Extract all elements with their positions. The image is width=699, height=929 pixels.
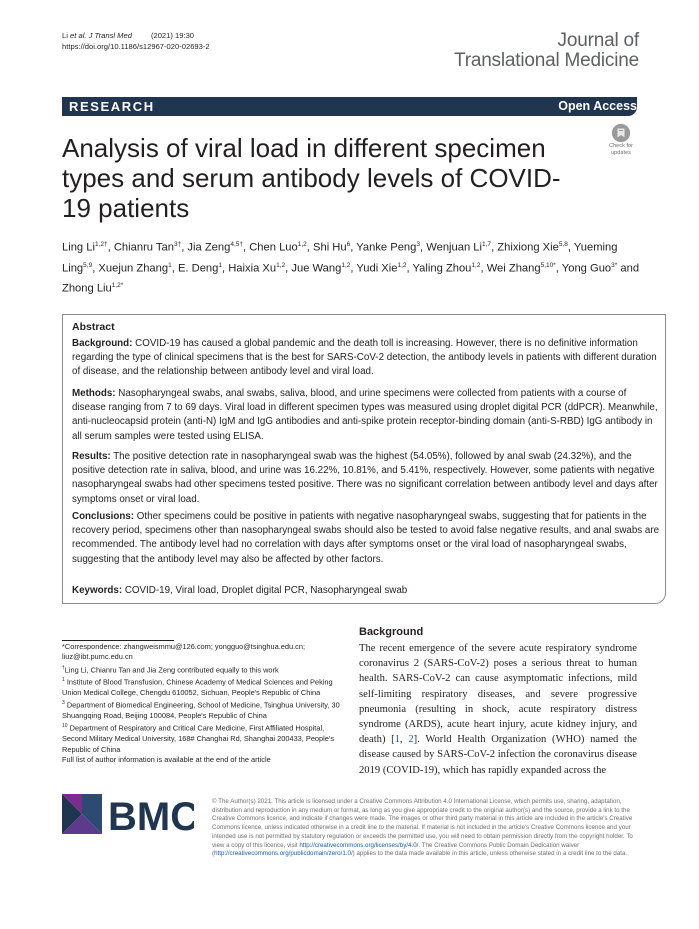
abstract-keywords-label: Keywords: — [72, 585, 123, 596]
author-name: E. Deng — [177, 262, 219, 275]
author-affiliation-sup: 5,9 — [83, 261, 93, 269]
doi-link[interactable]: https://doi.org/10.1186/s12967-020-02693-2 — [62, 42, 210, 51]
abstract-background-text: COVID-19 has caused a global pandemic and the death toll is increasing. However, there is no definitive information regarding the type of clinical specimens that is the best for SARS-CoV-2 detection, the antibody levels in patients with different duration of disease, and the relationship between antibody level and viral load. — [72, 338, 657, 378]
equal-contribution-note: †Ling Li, Chianru Tan and Jia Zeng contributed equally to this work — [62, 664, 279, 675]
author-affiliation-sup: 1,2 — [297, 241, 307, 248]
author-name: Haixia Xu — [228, 262, 277, 275]
journal-name-line2: Translational Medicine — [454, 50, 639, 71]
background-heading: Background — [359, 626, 424, 638]
author-name: Xuejun Zhang — [98, 262, 169, 275]
abstract-background — [72, 337, 662, 380]
check-for-updates-line2: updates — [611, 149, 631, 156]
author-name: Zhong Liu — [62, 283, 112, 296]
bookmark-icon — [612, 124, 630, 142]
abstract-results-text: The positive detection rate in nasopharyngeal swab was the highest (54.05%), followed by anal swab (24.32%), and the positive detection rate in saliva, blood, and urine was 16.22%, 10.81%, and 5.41%, respectively. However, some patients with negative nasopharyngeal swabs had other specimens tested positive. There was no significant correlation between antibody level and days after symptoms onset or viral load. — [72, 451, 658, 505]
correspondence-note: *Correspondence: zhangweismmu@126.com; yongguo@tsinghua.edu.cn; liuz@ibt.pumc.edu.cn — [62, 642, 306, 662]
author-name: Ling Li — [62, 241, 95, 254]
footnote-divider — [62, 640, 174, 641]
author-list: Ling $Li^{1,2\dagger}$, Chianru Tan$^{3\dagger}$, Jia Zeng$^{4,5\dagger}$, Chen Luo$^{1,2}$, Shi Hu$^6$, Yanke Peng$^3$, Wenjuan Li$^{1,7}$, Zhixiong Xie$^{5,8}$, Yueming Ling$^{5,9}$, Xuejun Zhang$^1$, E. Deng$^1$, Haixia Xu$^{1,2}$, Jue Wang$^{1,2}$, Yudi Xie$^{1,2}$, Yaling Zhou$^{1,2}$, Wei Zhang$^{5,10*}$, Yong Guo$^{3*}$ and Zhong Liu$^{1,2*}$ — [62, 241, 640, 296]
author-affiliation-sup: 1 — [218, 261, 222, 269]
author-name: Yaling Zhou — [412, 262, 472, 275]
author-name: Shi Hu — [313, 241, 347, 254]
author-affiliation-sup: 3† — [173, 241, 182, 248]
author-name: Chen Luo — [249, 241, 298, 254]
journal-name — [454, 31, 639, 71]
background-paragraph: The recent emergence of the severe acute respiratory syndrome coronavirus 2 (SARS-CoV-2) poses a serious threat to human health. SARS-CoV-2 can cause asymptomatic infections, mild self-limiting respiratory diseases, and severe progressive pneumonia (resulting in shock, acute respiratory distress syndrome (ARDS), acute heart injury, acute kidney injury, and death) [1, 2]. World Health Organization (WHO) named the disease caused by SARS-CoV-2 infection the coronavirus disease 2019 (COVID-19), which has rapidly expanded across the — [359, 643, 637, 776]
author-name: Yueming Ling — [62, 241, 618, 275]
abstract-background-label: Background: — [72, 338, 133, 349]
bmc-logo-text: BMC — [108, 795, 194, 836]
citation-journal: et al. J Transl Med — [70, 31, 132, 40]
abstract-methods — [72, 387, 662, 444]
license-link[interactable]: http://creativecommons.org/licenses/by/4.0/ — [299, 841, 419, 849]
author-affiliation-sup: 1,2 — [276, 261, 286, 269]
check-for-updates-label[interactable] — [600, 143, 642, 156]
author-affiliation-sup: 1,2† — [94, 241, 108, 248]
abstract-methods-label: Methods: — [72, 388, 116, 399]
check-for-updates-icon[interactable] — [612, 124, 630, 142]
author-affiliation-sup: 3 — [416, 241, 421, 248]
citation-year: (2021) 19:30 — [150, 31, 195, 40]
section-type-label: RESEARCH — [69, 99, 155, 114]
author-affiliation-sup: 1,2* — [111, 282, 124, 290]
author-affiliation-sup: 5,10* — [540, 261, 556, 269]
article-title: Analysis of viral load in different specimen types and serum antibody levels of COVID-19 patients — [62, 133, 561, 223]
author-affiliation-sup: 5,8 — [558, 241, 568, 248]
author-affiliation-sup: 1,2 — [341, 261, 351, 269]
affiliation-1: $^1$ Institute of Blood Transfusion, Chinese Academy of Medical Sciences and Peking Union Medical College, Chengdu 610052, Sichuan, People's Republic of China — [62, 677, 333, 698]
author-affiliation-sup: 1,2 — [471, 261, 481, 269]
affiliation-3: $^3$ Department of Biomedical Engineering, School of Medicine, Tsinghua University, 30 Shuangqing Road, Beijing 100084, People's Republic of China — [62, 700, 340, 721]
abstract-conclusions-text: Other specimens could be positive in patients with negative nasopharyngeal swabs, suggesting that for patients in the recovery period, specimens other than nasopharyngeal swabs should also be tested to avoid false negative results, and anal swabs are recommended. The antibody level had no correlation with days after symptoms onset or the viral load of nasopharyngeal swabs, suggesting that the antibody level may also be affected by other factors. — [72, 511, 660, 565]
author-name: Yong Guo — [561, 262, 612, 275]
citation-line — [62, 31, 194, 40]
citation-author: Li — [62, 31, 68, 40]
author-name: Yudi Xie — [356, 262, 398, 275]
public-domain-link[interactable]: http://creativecommons.org/publicdomain/zero/1.0/ — [214, 850, 353, 858]
author-affiliation-sup: 1,2 — [397, 261, 407, 269]
author-affiliation-sup: 4,5† — [230, 241, 243, 248]
bmc-logo-mark — [62, 792, 194, 836]
abstract-conclusions — [72, 510, 662, 567]
author-name: Wenjuan Li — [426, 241, 483, 254]
author-name: Jue Wang — [291, 262, 342, 275]
author-name: Jia Zeng — [187, 241, 231, 254]
abstract-heading: Abstract — [72, 321, 115, 333]
author-affiliation-sup: 6 — [346, 241, 351, 248]
author-name: Chianru Tan — [113, 241, 174, 254]
author-affiliation-sup: 3* — [611, 261, 618, 269]
open-access-label: Open Access — [558, 99, 637, 113]
check-for-updates-line1: Check for — [609, 143, 633, 149]
author-name: Yanke Peng — [356, 241, 417, 254]
full-author-info-note: Full list of author information is available at the end of the article — [62, 754, 271, 764]
bmc-logo — [62, 792, 194, 836]
author-name: Zhixiong Xie — [497, 241, 559, 254]
abstract-keywords — [72, 584, 662, 598]
abstract-results — [72, 450, 662, 507]
affiliation-10: $^{10}$ Department of Respiratory and Critical Care Medicine, First Affiliated Hospital, Second Military Medical University, 168# Changhai Rd, Shanghai 200433, People's Republic of China — [62, 723, 335, 754]
author-affiliation-sup: 1,7 — [482, 241, 492, 248]
journal-name-line1: Journal of — [557, 30, 639, 51]
abstract-results-label: Results: — [72, 451, 111, 462]
citation-link-2[interactable]: 2 — [408, 734, 414, 746]
footnotes — [62, 642, 342, 765]
license-text: © The Author(s) 2021. This article is licensed under a Creative Commons Attribution 4.0 International License, which permits use, sharing, adaptation, distribution and reproduction in any medium or format, as long as you give appropriate credit to the original author(s) and the source, provide a link to the Creative Commons licence, and indicate if changes were made. The images or other third party material in this article are included in the article's Creative Commons licence, unless indicated otherwise in a credit line to the material. If material is not included in the article's Creative Commons licence and your intended use is not permitted by statutory regulation or exceeds the permitted use, you will need to obtain permission directly from the copyright holder. To view a copy of this licence, visit http://creativecommons.org/licenses/by/4.0/. The Creative Commons Public Domain Dedication waiver (http://creativecommons.org/publicdomain/zero/1.0/) applies to the data made available in this article, unless otherwise stated in a credit line to the data. — [212, 798, 633, 858]
abstract-keywords-text: COVID-19, Viral load, Droplet digital PCR, Nasopharyngeal swab — [124, 585, 408, 596]
citation-link-1[interactable]: 1 — [394, 734, 401, 746]
abstract-methods-text: Nasopharyngeal swabs, anal swabs, saliva, blood, and urine specimens were collected from patients with a course of disease ranging from 7 to 69 days. Viral load in different specimen types was measured using droplet digital PCR (ddPCR). Meanwhile, anti-nucleocapsid protein (anti-N) IgM and IgG antibodies and anti-spike protein receptor-binding domain (anti-S-RBD) IgG antibody in all serum samples were tested using ELISA. — [72, 388, 658, 442]
author-name: Wei Zhang — [486, 262, 541, 275]
abstract-conclusions-label: Conclusions: — [72, 511, 135, 522]
author-affiliation-sup: 1 — [168, 261, 172, 269]
